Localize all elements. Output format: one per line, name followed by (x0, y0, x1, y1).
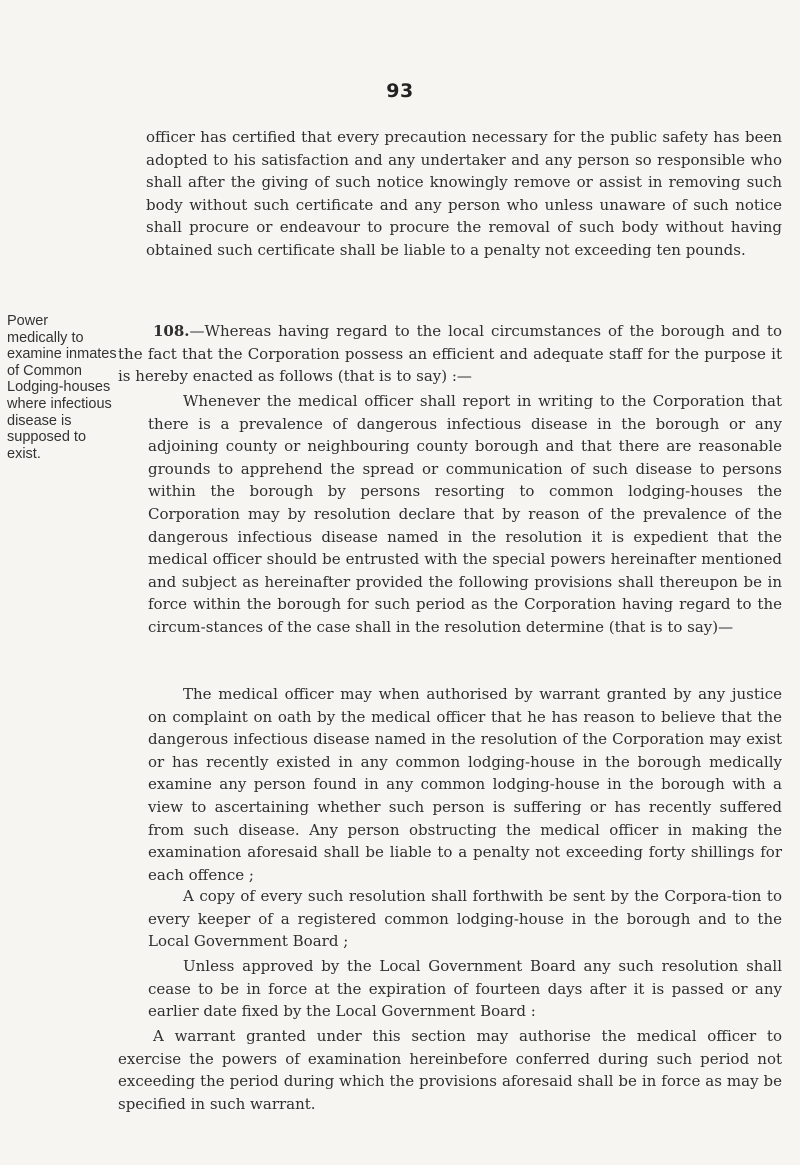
section-108-paragraph (118, 320, 782, 388)
warrant-paragraph: A warrant granted under this section may authorise the medical officer to exercise the powers of examination hereinbefore conferred during such period not exceeding the period during which the provisions aforesaid shall be in force as may be specified in such warrant. (118, 1027, 782, 1113)
margin-note: Power medically to examine inmates of Common Lodging-houses where infectious disease is supposed to exist. (7, 313, 117, 462)
medical-officer-paragraph: The medical officer may when authorised by warrant granted by any justice on complaint on oath by the medical officer that he has reason to believe that the dangerous infectious disease named in the resolution of the Corporation may exist or has recently existed in any common lodging-house in the borough medically examine any person found in any common lodging-house in the borough with a view to ascertaining whether such person is suffering or has recently suffered from such disease. Any person obstructing the medical officer in making the examination aforesaid shall be liable to a penalty not exceeding forty shillings for each offence ; (148, 685, 782, 884)
section-108-text: —Whereas having regard to the local circumstances of the borough and to the fact that the Corporation possess an efficient and adequate staff for the purpose it is hereby enacted as follows (that is to say) :— (118, 322, 782, 386)
page-number: 93 (386, 80, 414, 102)
section-number: 108. (153, 322, 190, 340)
unless-paragraph: Unless approved by the Local Government Board any such resolution shall cease to be in force at the expiration of fourteen days after it is passed or any earlier date fixed by the Local Government Board : (148, 957, 782, 1021)
whenever-paragraph: Whenever the medical officer shall report in writing to the Corporation that there is a prevalence of dangerous infectious disease in the borough or any adjoining county or neighbouring county borough and that there are reasonable grounds to apprehend the spread or communication of such disease to persons within the borough by persons resorting to common lodging-houses the Corporation may by resolution declare that by reason of the prevalence of the dangerous infectious disease named in the resolution it is expedient that the medical officer should be entrusted with the special powers hereinafter mentioned and subject as hereinafter provided the following provisions shall thereupon be in force within the borough for such period as the Corporation having regard to the circum-stances of the case shall in the resolution determine (that is to say)— (148, 392, 782, 636)
continuation-paragraph: officer has certified that every precaution necessary for the public safety has been adopted to his satisfaction and any undertaker and any person so responsible who shall after the giving of such notice knowingly remove or assist in removing such body without such certificate and any person who unless unaware of such notice shall procure or endeavour to procure the removal of such body without having obtained such certificate shall be liable to a penalty not exceeding ten pounds. (146, 128, 782, 259)
copy-paragraph: A copy of every such resolution shall forthwith be sent by the Corpora-tion to every keeper of a registered common lodging-house in the borough and to the Local Government Board ; (148, 887, 782, 951)
